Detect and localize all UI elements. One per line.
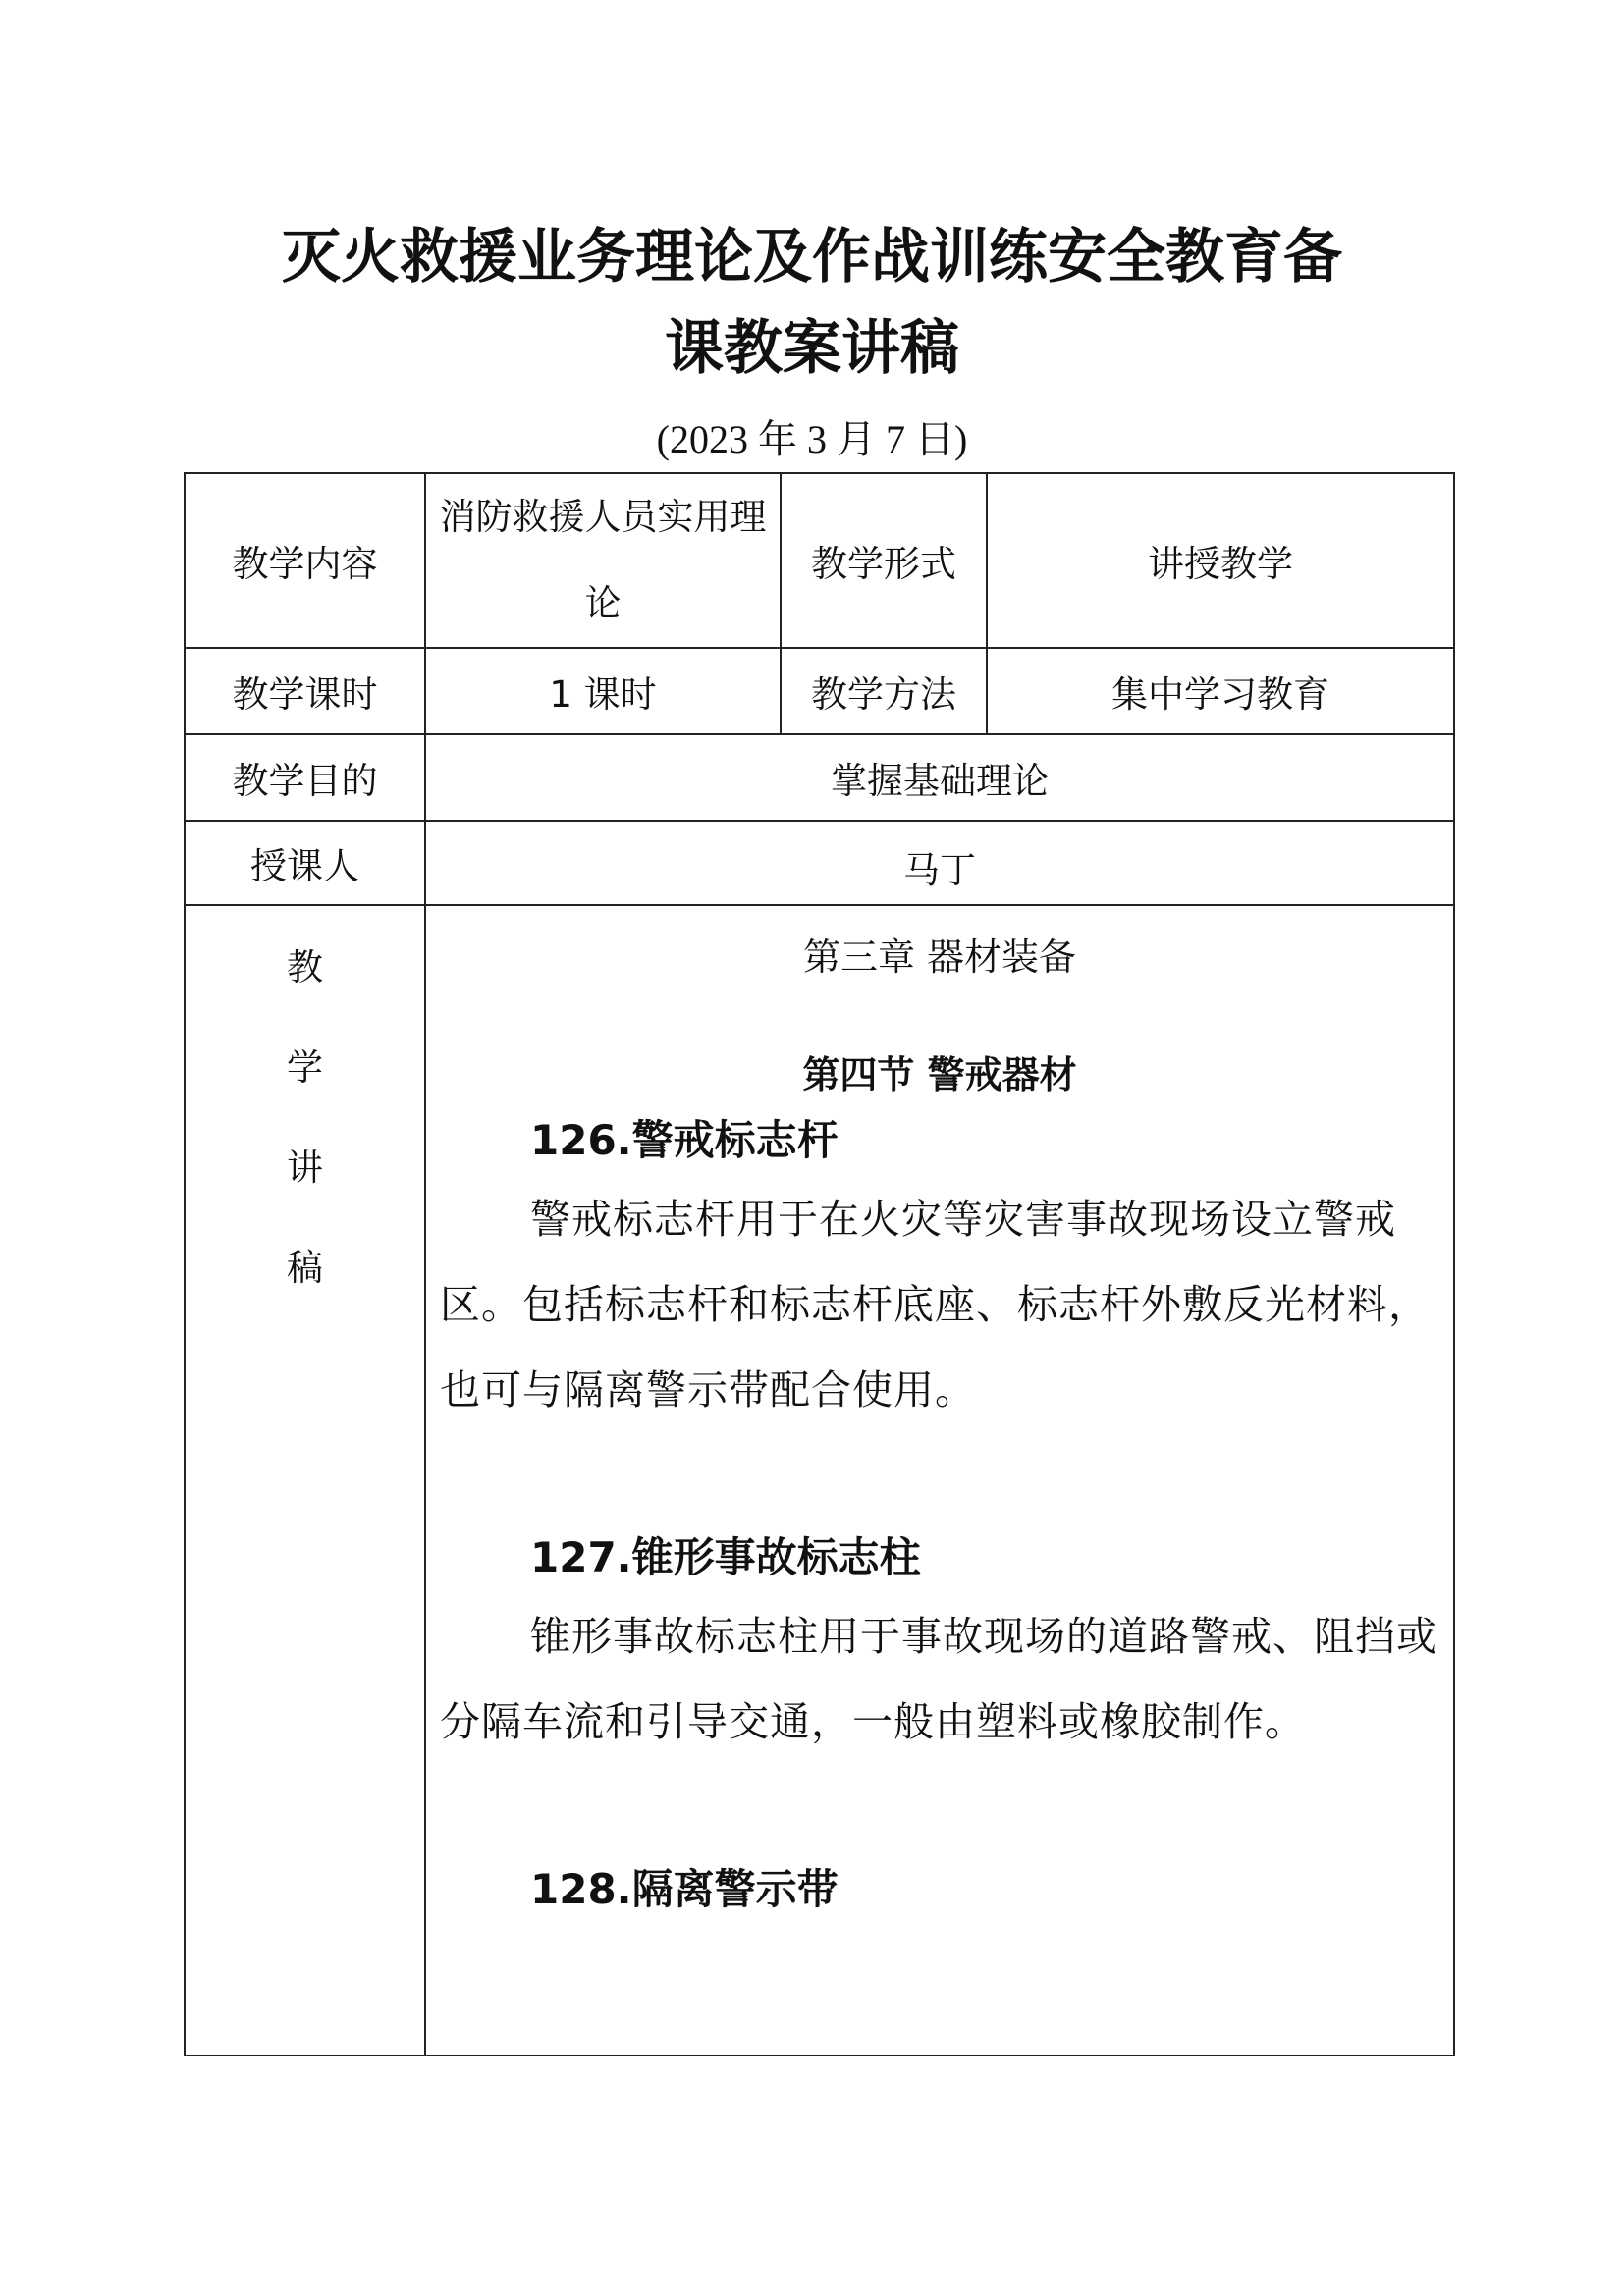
content-label: 教学内容 [185, 473, 425, 648]
hours-value: 1 课时 [425, 648, 781, 734]
document-title-line-2: 课教案讲稿 [665, 314, 959, 383]
lecture-label [185, 905, 425, 2056]
chapter-heading: 第三章 器材装备 [802, 935, 1077, 979]
lecturer-label: 授课人 [185, 821, 425, 905]
document-date: (2023 年 3 月 7 日) [656, 417, 968, 461]
lecturer-value: 马丁 [425, 821, 1454, 905]
lesson-plan-table [184, 472, 1455, 2056]
section-heading: 第四节 警戒器材 [802, 1053, 1077, 1096]
purpose-value: 掌握基础理论 [425, 734, 1454, 821]
hours-label: 教学课时 [185, 648, 425, 734]
form-label: 教学形式 [781, 473, 987, 648]
lecture-label-char: 稿 [287, 1247, 323, 1289]
form-value: 讲授教学 [987, 473, 1454, 648]
document-title-line-1: 灭火救援业务理论及作战训练安全教育备 [282, 223, 1342, 292]
item-body: 警戒标志杆用于在火灾等灾害事故现场设立警戒区。包括标志杆和标志杆底座、标志杆外敷反光材料，也可与隔离警示带配合使用。 [440, 1196, 1430, 1414]
table-row [185, 648, 1454, 734]
lecture-label-char: 讲 [287, 1147, 323, 1189]
content-value: 消防救援人员实用理论 [425, 473, 781, 648]
lecture-content [425, 905, 1454, 2056]
item-heading: 127.锥形事故标志柱 [530, 1533, 921, 1581]
lecture-label-char: 学 [287, 1046, 323, 1089]
table-row [185, 473, 1454, 648]
lecture-label-char: 教 [287, 946, 323, 988]
method-value: 集中学习教育 [987, 648, 1454, 734]
item-body: 锥形事故标志柱用于事故现场的道路警戒、阻挡或分隔车流和引导交通，一般由塑料或橡胶制作。 [440, 1613, 1437, 1745]
item-heading: 126.警戒标志杆 [530, 1116, 839, 1164]
table-row [185, 734, 1454, 821]
purpose-label: 教学目的 [185, 734, 425, 821]
method-label: 教学方法 [781, 648, 987, 734]
table-row [185, 905, 1454, 2056]
table-row [185, 821, 1454, 905]
item-heading: 128.隔离警示带 [530, 1865, 839, 1913]
